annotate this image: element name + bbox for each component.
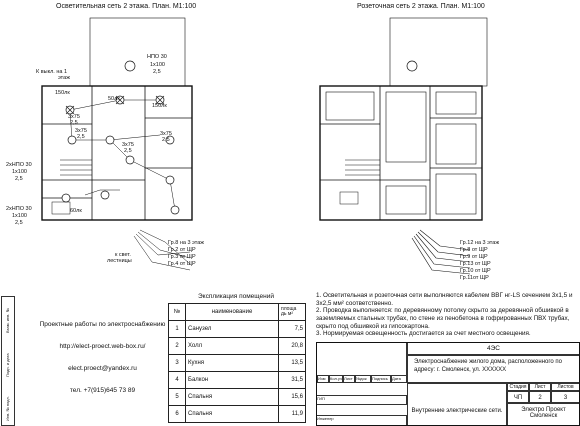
table-cell: 7,5	[279, 321, 306, 338]
table-row	[169, 389, 306, 406]
table-cell: 5	[169, 389, 186, 406]
stairs-label: лестницы	[107, 258, 132, 264]
table-row	[169, 338, 306, 355]
feeder-label: Гр.3 от ЩР	[168, 254, 196, 260]
fixture-25-b: 2,5	[77, 134, 85, 140]
stamp-header-podpis: Подпись	[371, 375, 391, 383]
socket-feeder-label: Гр.11от ЩР	[460, 275, 489, 281]
to-light-label: к свет.	[115, 252, 131, 258]
table-header-cell: №	[169, 304, 186, 321]
feeder-label: Гр.2 от ЩР	[168, 247, 196, 253]
room-150-label: 150лк	[55, 90, 70, 96]
title-block	[316, 342, 580, 426]
table-cell: Санузел	[186, 321, 279, 338]
stamp-engineer-label: Инженер	[317, 415, 407, 425]
stamp-header-ndoc: №док	[355, 375, 371, 383]
lighting-plan	[0, 0, 290, 285]
table-cell: 31,5	[279, 372, 306, 389]
sockets-plan-title: Розеточная сеть 2 этажа. План. М1:100	[357, 3, 485, 10]
fixture-25-d: 2,5	[124, 148, 132, 154]
to-first-floor-label: К выкл. на 1	[36, 69, 68, 75]
stamp-gip-label: ГИП	[317, 395, 407, 405]
note-item: 3. Нормируемая освещенность достигается за счет местного освещения.	[316, 330, 531, 338]
stamp-section: Внутренние электрические сети.	[407, 383, 507, 425]
stamp-sheet-value: 2	[529, 391, 551, 403]
stamp-title: Электроснабжение жилого дома, расположенного по адресу: г. Смоленск, ул. XXXXXX	[407, 355, 579, 383]
table-cell: Спальня	[186, 389, 279, 406]
lamp-1x100-a: 1х100	[150, 62, 165, 68]
table-row	[169, 355, 306, 372]
feeder-label: Гр.4 от ЩР	[168, 261, 196, 267]
stamp-sheet-label: Лист	[529, 383, 551, 391]
stamp-header-data: Дата	[391, 375, 407, 383]
contacts-email-link[interactable]: elect.proect@yandex.ru	[68, 365, 137, 372]
room-60-label: 60лк	[70, 208, 82, 214]
fixture-25-c: 2,5	[162, 137, 170, 143]
side-strip	[1, 296, 15, 426]
table-cell: Холл	[186, 338, 279, 355]
table-cell: Спальня	[186, 406, 279, 423]
socket-feeder-label: Гр.9 от ЩР	[460, 254, 488, 260]
contacts-heading: Проектные работы по электроснабжению	[39, 321, 166, 328]
table-header-cell: площа дь м²	[279, 304, 306, 321]
value-25-b: 2,5	[15, 176, 23, 182]
room-150-b-label: 150лк	[152, 103, 167, 109]
table-header-row	[169, 304, 306, 321]
socket-feeder-label: Гр.10 от ЩР	[460, 268, 491, 274]
contacts-block	[25, 322, 180, 410]
npo30-left-b: 2хНПО 30	[6, 206, 32, 212]
value-25-c: 2,5	[15, 220, 23, 226]
socket-feeder-label: Гр.13 от ЩР	[460, 261, 491, 267]
table-cell: 4	[169, 372, 186, 389]
side-strip-label: Инв. № подл.	[5, 396, 10, 421]
side-strip-label: Подп. и дата	[5, 353, 10, 377]
table-cell: 1	[169, 321, 186, 338]
stamp-stage-value: ЧП	[507, 391, 529, 403]
rooms-table-title: Экспликация помещений	[198, 293, 275, 300]
floor-word-label: этаж	[58, 75, 70, 81]
table-cell: Кухня	[186, 355, 279, 372]
table-cell: 2	[169, 338, 186, 355]
value-25-a: 2,5	[153, 69, 161, 75]
socket-feeder-label: Гр.12 на 3 этаж	[460, 240, 499, 246]
contacts-site-link[interactable]: http://elect-proect.web-box.ru/	[59, 343, 146, 350]
notes-block	[316, 292, 578, 338]
npo30-left-a: 2хНПО 30	[6, 162, 32, 168]
lighting-plan-title: Осветительная сеть 2 этажа. План. М1:100	[56, 3, 197, 10]
room-50-label: 50лк	[108, 96, 120, 102]
stamp-header-list: Лист	[343, 375, 355, 383]
lamp-1x100-c: 1х100	[12, 213, 27, 219]
table-cell: 11,9	[279, 406, 306, 423]
fixture-25-a: 2,5	[70, 120, 78, 126]
table-cell: 3	[169, 355, 186, 372]
table-cell: Балкон	[186, 372, 279, 389]
socket-feeder-label: Гр.8 от ЩР	[460, 247, 488, 253]
stamp-sheets-label: Листов	[551, 383, 579, 391]
lamp-1x100-b: 1х100	[12, 169, 27, 175]
fixture-3x75-a: 3х75	[68, 114, 80, 120]
stamp-header-koluch: Кол.уч	[330, 376, 342, 381]
npo30-top-label: НПО 30	[147, 54, 167, 60]
table-cell: 13,5	[279, 355, 306, 372]
table-cell: 6	[169, 406, 186, 423]
table-header-cell: наименование	[186, 304, 279, 321]
table-row	[169, 372, 306, 389]
table-cell: 20,8	[279, 338, 306, 355]
note-item: 1. Осветительная и розеточная сети выполняются кабелем ВВГ нг-LS сечением 3х1,5 и 3х2,5 мм² соответственно.	[316, 292, 573, 307]
feeder-label: Гр.8 на 3 этаж	[168, 240, 204, 246]
fixture-3x75-c: 3х75	[160, 131, 172, 137]
stamp-sheets-value: 3	[551, 391, 579, 403]
fixture-3x75-d: 3х75	[122, 142, 134, 148]
table-row	[169, 406, 306, 423]
stamp-org: Электро Проект Смоленск	[507, 403, 579, 425]
sockets-plan	[290, 0, 580, 285]
side-strip-label: Взам. инв. №	[5, 308, 10, 333]
table-row	[169, 321, 306, 338]
table-cell: 15,6	[279, 389, 306, 406]
stamp-stage-label: Стадия	[507, 383, 529, 391]
stamp-header-izm: Изм	[317, 375, 329, 383]
rooms-table	[168, 303, 306, 423]
stamp-code: 4ЭС	[407, 343, 579, 355]
contacts-phone: тел. +7(915)645 73 89	[69, 387, 136, 394]
note-item: 2. Проводка выполняется: по деревянному потолку скрыто за деревянной обшивкой в заземляемых стальных трубах, по стене из пенобетона в гофрированных ПВХ трубах, скрыто под обшивкой из гипсокартона.	[316, 307, 570, 330]
fixture-3x75-b: 3х75	[75, 128, 87, 134]
